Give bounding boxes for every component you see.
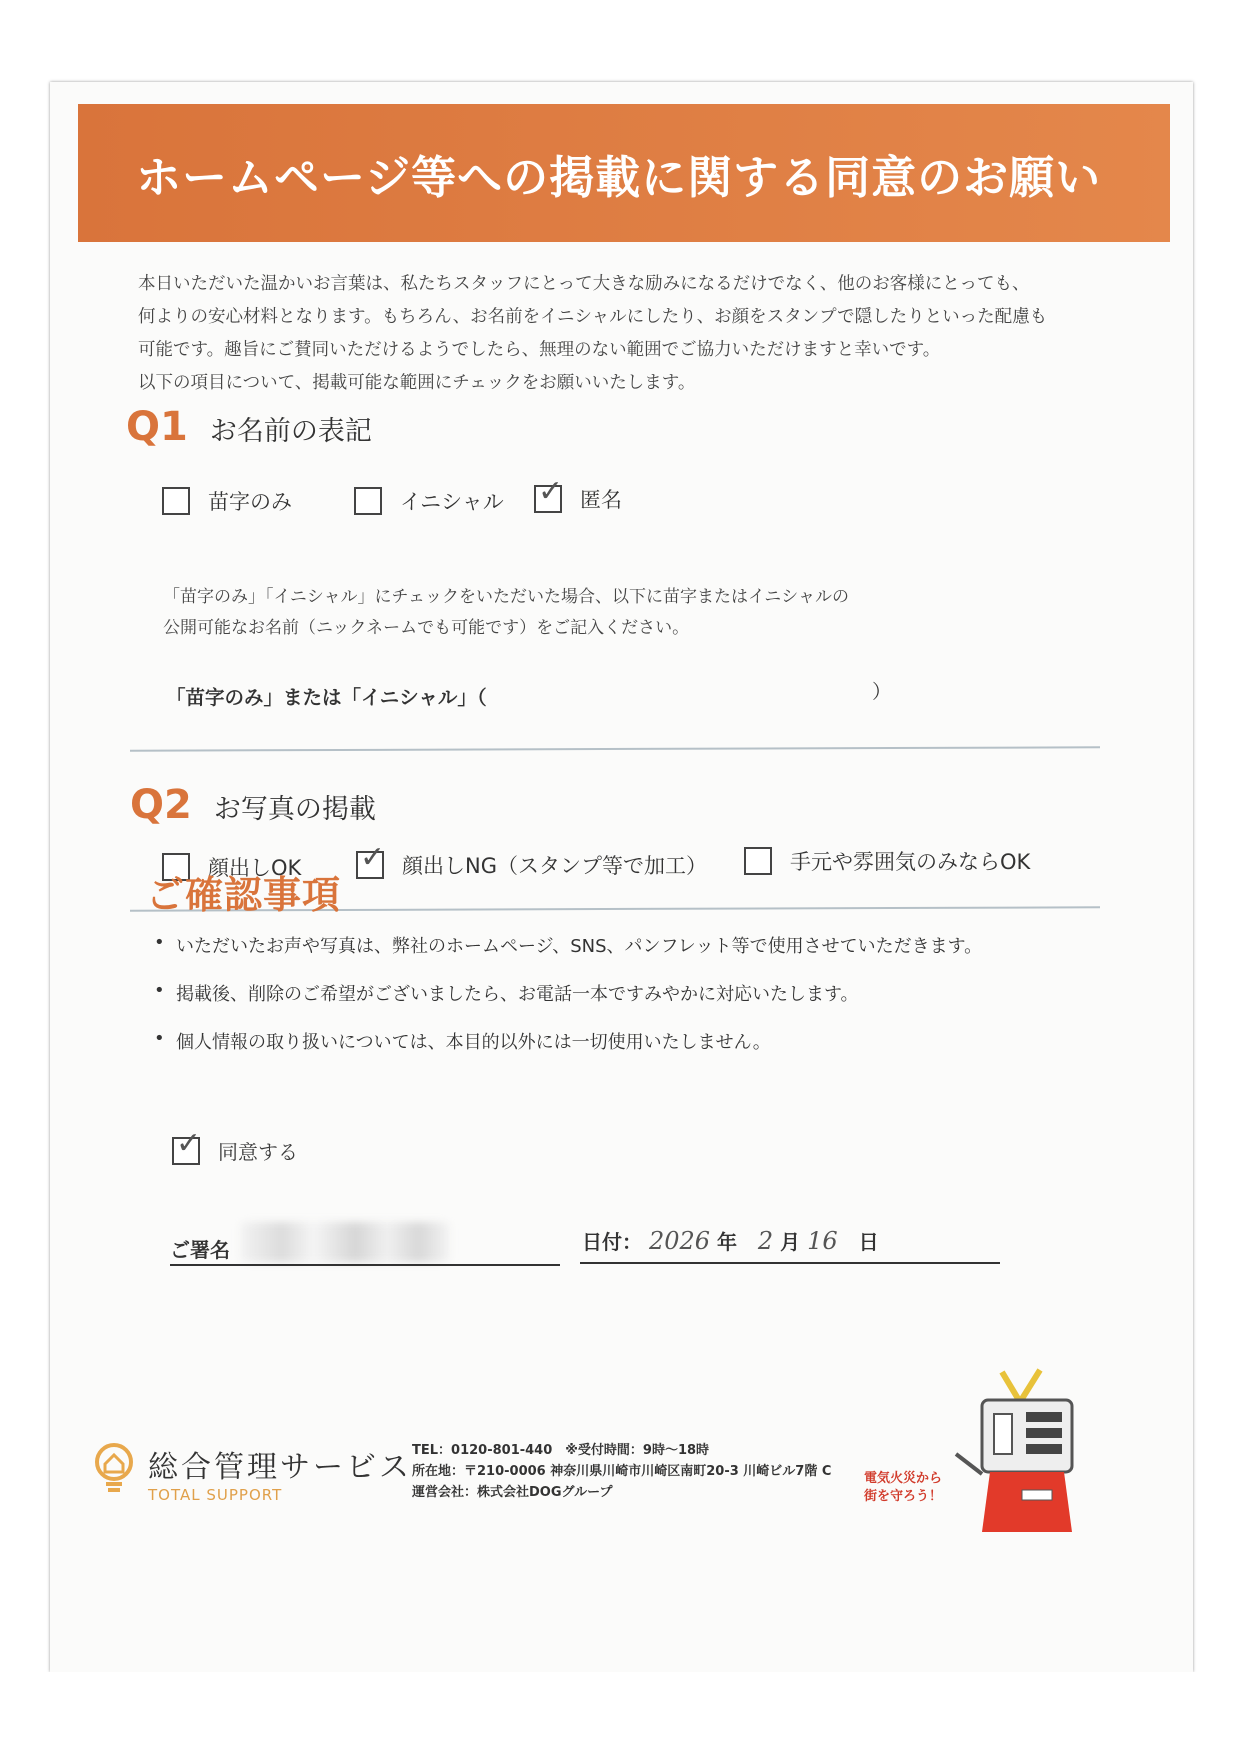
checkbox[interactable] [534,474,564,513]
list-item-text: 個人情報の取り扱いについては、本目的以外には一切使用いたしません。 [176,1032,771,1053]
q1-option-surname-only[interactable] [162,486,292,516]
name-fill-field[interactable] [166,680,892,710]
signature-redacted [240,1222,450,1262]
brand-name: 総合管理サービス [148,1450,412,1485]
scan-margin-left [0,0,50,1754]
q1-number: Q1 [126,404,188,450]
intro-text [138,268,1138,400]
mascot-illustration-icon [942,1362,1092,1532]
year-unit: 年 [717,1230,738,1254]
intro-line: 本日いただいた温かいお言葉は、私たちスタッフにとって大きな励みになるだけでなく、他のお客様にとっても、 [138,274,1030,294]
list-item [154,980,1134,1028]
title-banner [78,104,1170,242]
lightbulb-logo-icon [92,1442,136,1494]
date-year: 2026 [648,1227,711,1255]
contact-info [412,1440,831,1503]
option-label: 匿名 [580,488,622,512]
intro-line: 何よりの安心材料となります。もちろん、お名前をイニシャルにしたり、お顔をスタンプで隠したりといった配慮も [138,307,1048,327]
divider [130,746,1100,751]
q2-number: Q2 [130,782,192,828]
fill-close-paren: ） [872,680,892,703]
intro-line: 以下の項目について、掲載可能な範囲にチェックをお願いいたします。 [138,373,696,393]
q1-option-anonymous[interactable] [534,474,622,514]
contact-address: 所在地：〒210-0006 神奈川県川崎市川崎区南町20-3 川崎ビル7階 C [412,1464,832,1479]
check-mark-icon: ✓ [176,1125,202,1161]
agree-checkbox-row[interactable] [172,1125,298,1165]
fill-label: 「苗字のみ」または「イニシャル」（ [166,686,487,709]
q2-option-face-ng[interactable] [356,840,707,880]
check-mark-icon: ✓ [538,474,564,509]
confirm-list [154,932,1134,1076]
note-line: 「苗字のみ」「イニシャル」にチェックをいただいた場合、以下に苗字またはイニシャルの [163,587,849,607]
q1-title: お名前の表記 [209,416,372,447]
q1-note [163,582,849,644]
checkbox[interactable] [354,487,382,515]
scan-margin-top [0,0,1241,82]
check-mark-icon: ✓ [360,840,386,875]
option-label: 顔出しOK [208,856,302,880]
list-item-text: 掲載後、削除のご希望がございましたら、お電話一本ですみやかに対応いたします。 [176,984,859,1005]
q2-title: お写真の掲載 [213,794,376,825]
note-line: 公開可能なお名前（ニックネームでも可能です）をご記入ください。 [163,618,690,638]
list-item [154,1028,1134,1076]
option-label: イニシャル [400,490,504,514]
date-line [580,1262,1000,1264]
option-label: 苗字のみ [208,490,292,514]
slogan-line: 街を守ろう！ [864,1489,943,1504]
date-label: 日付： [582,1230,642,1254]
bullet-icon: • [154,980,165,1001]
list-item [154,932,1134,980]
list-item-text: いただいたお声や写真は、弊社のホームページ、SNS、パンフレット等で使用させていただきます。 [176,936,983,957]
q1-heading [126,404,372,450]
footer [92,1442,1172,1542]
month-unit: 月 [780,1230,801,1254]
scan-margin-right [1193,0,1241,1754]
date-field[interactable] [582,1226,879,1255]
bullet-icon: • [154,1028,165,1049]
signature-date-row [170,1214,1130,1264]
option-label: 顔出しNG（スタンプ等で加工） [402,854,707,878]
date-month: 2 [757,1227,774,1255]
contact-operator: 運営会社：株式会社DOGグループ [412,1485,613,1500]
date-day: 16 [807,1227,838,1255]
page-title: ホームページ等への掲載に関する同意のお願い [136,150,1102,204]
option-label: 手元や雰囲気のみならOK [790,850,1031,874]
confirm-title: ご確認事項 [146,873,342,917]
slogan [864,1470,942,1506]
checkbox[interactable] [172,1125,202,1165]
intro-line: 可能です。趣旨にご賛同いただけるようでしたら、無理のない範囲でご協力いただけますと幸いです。 [138,340,941,360]
q1-option-initials[interactable] [354,486,504,516]
checkbox[interactable] [744,847,772,875]
scan-margin-bottom [0,1672,1241,1754]
slogan-line: 電気火災から [864,1471,943,1486]
checkbox[interactable] [356,840,386,879]
contact-tel: TEL：0120-801-440 ※受付時間：9時〜18時 [412,1443,710,1458]
consent-form-sheet [50,82,1193,1672]
day-unit: 日 [858,1230,879,1254]
checkbox[interactable] [162,487,190,515]
signature-line[interactable] [170,1264,560,1266]
brand-subtitle: TOTAL SUPPORT [148,1486,283,1504]
q2-option-hands-only[interactable] [744,846,1030,876]
agree-label: 同意する [218,1140,298,1164]
signature-label: ご署名 [170,1238,230,1262]
bullet-icon: • [154,932,165,953]
q2-heading-inner [130,782,376,828]
